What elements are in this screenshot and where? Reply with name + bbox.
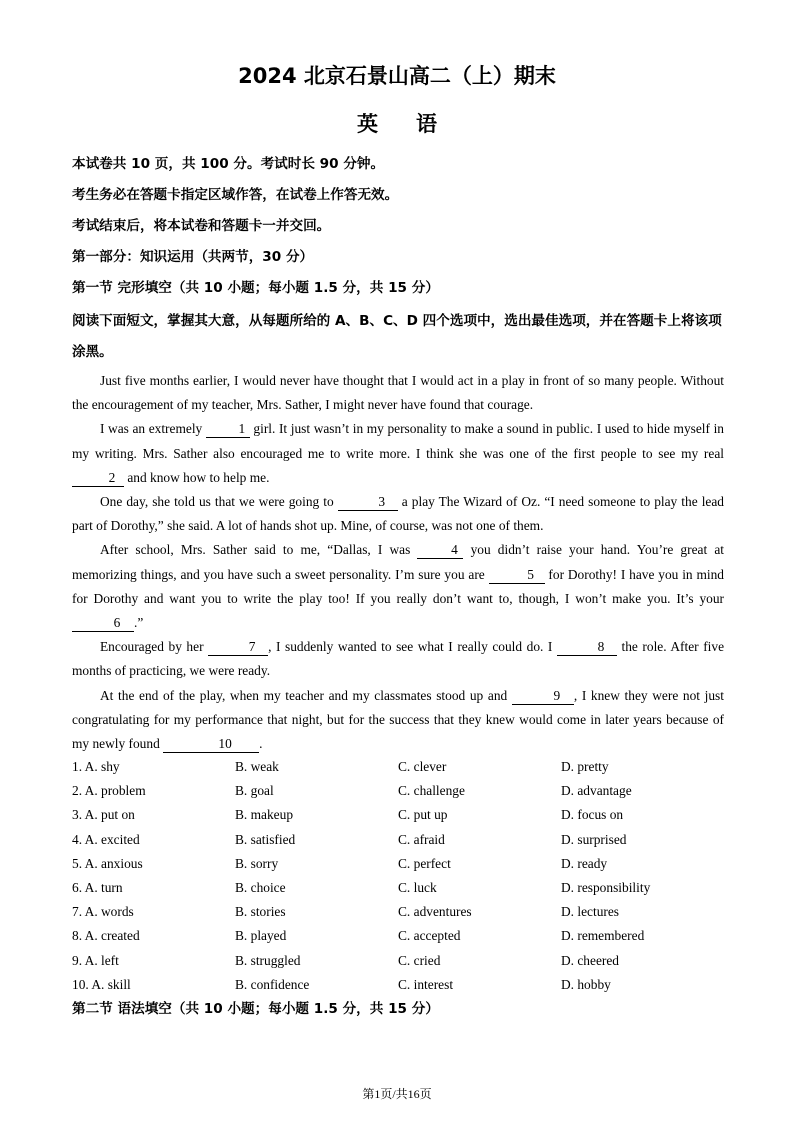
option: 9. A. left	[72, 952, 119, 968]
option: C. adventures	[398, 904, 472, 920]
option: 3. A. put on	[72, 807, 135, 823]
option: 5. A. anxious	[72, 855, 143, 871]
option-row	[72, 828, 732, 852]
option: B. struggled	[235, 952, 301, 968]
instruction-line: 考试结束后，将本试卷和答题卡一并交回。	[72, 218, 331, 234]
option: B. makeup	[235, 807, 294, 823]
section-heading: 第一节 完形填空（共 10 小题；每小题 1.5 分，共 15 分）	[72, 280, 439, 296]
option-row	[72, 924, 732, 948]
option: B. stories	[235, 904, 286, 920]
instruction-line: 本试卷共 10 页，共 100 分。考试时长 90 分钟。	[72, 156, 385, 172]
part-heading: 第一部分：知识运用（共两节，30 分）	[72, 249, 314, 265]
option: 1. A. shy	[72, 759, 120, 774]
option: C. accepted	[398, 928, 461, 944]
option: C. perfect	[398, 855, 451, 871]
option: 6. A. turn	[72, 879, 123, 895]
option-row	[72, 900, 732, 924]
blank-9: 9	[512, 688, 574, 705]
exam-instructions	[72, 151, 732, 368]
option: D. cheered	[561, 952, 619, 968]
option: C. cried	[398, 952, 441, 968]
option: C. challenge	[398, 783, 465, 799]
blank-5: 5	[489, 567, 545, 584]
cloze-passage	[72, 369, 724, 756]
section-2-heading: 第二节 语法填空（共 10 小题；每小题 1.5 分，共 15 分）	[72, 1001, 439, 1017]
blank-6: 6	[72, 615, 134, 632]
blank-1: 1	[206, 421, 250, 438]
passage-paragraph: Just five months earlier, I would never have thought that I would act in a play in front of so many people. Without the encouragement of my teacher, Mrs. Sather, I might never have found that courage.	[72, 373, 724, 413]
exam-title: 2024 北京石景山高二（上）期末	[238, 64, 556, 88]
option: B. goal	[235, 783, 274, 799]
passage-paragraph: Encouraged by her 7 , I suddenly wanted to see what I really could do. I 8 the role. After five months of practicing, we were ready.	[72, 639, 725, 679]
answer-options	[72, 755, 732, 997]
option: 4. A. excited	[72, 831, 140, 847]
passage-paragraph: One day, she told us that we were going to 3 a play The Wizard of Oz. “I need someone to play the lead part of Dorothy,” she said. A lot of hands shot up. Mine, of course, was not one of them.	[72, 494, 725, 534]
option: C. afraid	[398, 831, 445, 847]
option-row	[72, 973, 732, 997]
option: B. choice	[235, 879, 286, 895]
option: 7. A. words	[72, 904, 134, 920]
option: 10. A. skill	[72, 976, 131, 992]
option-row	[72, 779, 732, 803]
option: C. luck	[398, 879, 437, 895]
subject-title: 英语	[357, 112, 475, 136]
option: C. clever	[398, 759, 447, 774]
blank-10: 10	[163, 736, 259, 753]
option-row	[72, 755, 732, 779]
option: D. ready	[561, 855, 608, 871]
blank-2: 2	[72, 470, 124, 487]
option-row	[72, 949, 732, 973]
option: D. focus on	[561, 807, 624, 823]
option-row	[72, 852, 732, 876]
option: D. remembered	[561, 928, 645, 944]
option: 8. A. created	[72, 928, 140, 944]
option: B. confidence	[235, 976, 310, 992]
option: B. played	[235, 928, 287, 944]
option: B. weak	[235, 759, 279, 774]
blank-7: 7	[208, 639, 268, 656]
passage-paragraph: At the end of the play, when my teacher and my classmates stood up and 9 , I knew they were not just congratulating for my performance that night, but for the success that they knew would come in later years because of my newly found 10 .	[72, 687, 724, 752]
option: D. responsibility	[561, 879, 651, 895]
page-number: 第1页/共16页	[362, 1087, 432, 1101]
option: C. interest	[398, 976, 454, 992]
option: C. put up	[398, 807, 448, 823]
passage-paragraph: I was an extremely 1 girl. It just wasn’t in my personality to make a sound in public. I used to hide myself in my writing. Mrs. Sather also encouraged me to write more. I think she was one of the first people to see my real 2 and know how to help me.	[72, 421, 724, 485]
option: D. pretty	[561, 759, 609, 774]
blank-8: 8	[557, 639, 617, 656]
option: 2. A. problem	[72, 783, 146, 799]
option: D. hobby	[561, 976, 611, 992]
section-directions: 阅读下面短文，掌握其大意，从每题所给的 A、B、C、D 四个选项中，选出最佳选项，并在答题卡上将该项涂黑。	[72, 313, 722, 360]
option: D. surprised	[561, 831, 627, 847]
option-row	[72, 876, 732, 900]
option: B. sorry	[235, 855, 279, 871]
instruction-line: 考生务必在答题卡指定区域作答，在试卷上作答无效。	[72, 187, 399, 203]
passage-paragraph: After school, Mrs. Sather said to me, “Dallas, I was 4 you didn’t raise your hand. You’re great at memorizing things, and you have such a sweet personality. I’m sure you are 5 for Dorothy! I have you in mind for Dorothy and want you to write the play too! If you really don’t want to, though, I won’t make you. It’s your 6 .”	[72, 542, 724, 631]
blank-3: 3	[338, 494, 398, 511]
blank-4: 4	[417, 542, 463, 559]
option: B. satisfied	[235, 831, 296, 847]
option-row	[72, 803, 732, 827]
option: D. advantage	[561, 783, 632, 799]
option: D. lectures	[561, 904, 620, 920]
